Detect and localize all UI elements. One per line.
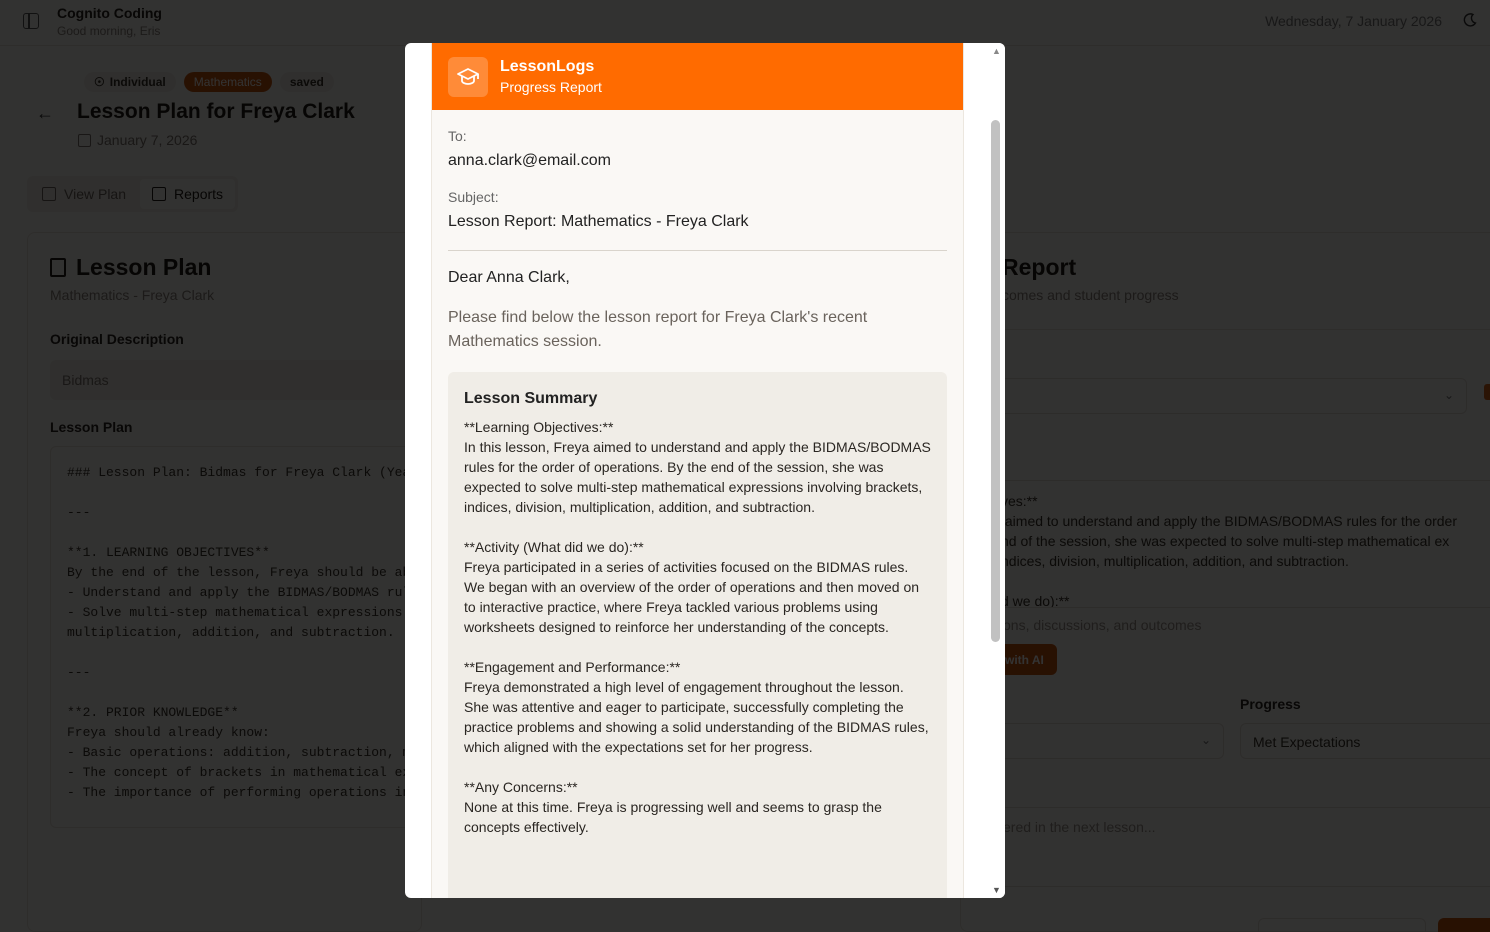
email-preview (431, 43, 964, 898)
scroll-up-arrow-icon[interactable]: ▲ (992, 46, 1001, 56)
email-greeting: Dear Anna Clark, (448, 269, 570, 286)
email-divider (448, 250, 947, 251)
email-brand: LessonLogs (500, 57, 595, 75)
scrollbar-thumb[interactable] (991, 120, 1000, 642)
to-label: To: (448, 128, 467, 144)
email-header (432, 43, 963, 110)
subject-label: Subject: (448, 189, 499, 205)
lesson-summary-title: Lesson Summary (464, 390, 598, 407)
scroll-down-arrow-icon[interactable]: ▼ (992, 885, 1001, 895)
lesson-summary-box (448, 372, 947, 898)
lesson-summary-text: **Learning Objectives:** In this lesson, Freya aimed to understand and apply the BIDMAS/BODMAS rules for the order of operations. By the end of the session, she was expected to solve multi-step mathematical expressions involving brackets, indices, division, multiplication, addition, and subtraction. **Activity (What did we do):** Freya participated in a series of activities focused on the BIDMAS rules. We began with an overview of the order of operations and then moved on to interactive practice, where Freya tackled various problems using worksheets designed to reinforce her understanding of the concepts. **Engagement and Performance:** Freya demonstrated a high level of engagement throughout the lesson. She was attentive and eager to participate, successfully completing the practice problems and showing a solid understanding of the BIDMAS rules, which aligned with the expectations set for her progress. **Any Concerns:** None at this time. Freya is progressing well and seems to grasp the concepts effectively. (464, 419, 931, 835)
to-value: anna.clark@email.com (448, 152, 611, 169)
logo (448, 57, 488, 97)
graduation-cap-icon (456, 67, 480, 87)
email-preview-modal (405, 43, 1005, 898)
email-intro: Please find below the lesson report for Freya Clark's recent Mathematics session. (448, 309, 868, 350)
subject-value: Lesson Report: Mathematics - Freya Clark (448, 213, 749, 230)
email-header-subtitle: Progress Report (500, 78, 602, 95)
modal-scrollbar[interactable] (989, 43, 1005, 898)
email-body (432, 110, 963, 898)
header-text (500, 57, 602, 97)
